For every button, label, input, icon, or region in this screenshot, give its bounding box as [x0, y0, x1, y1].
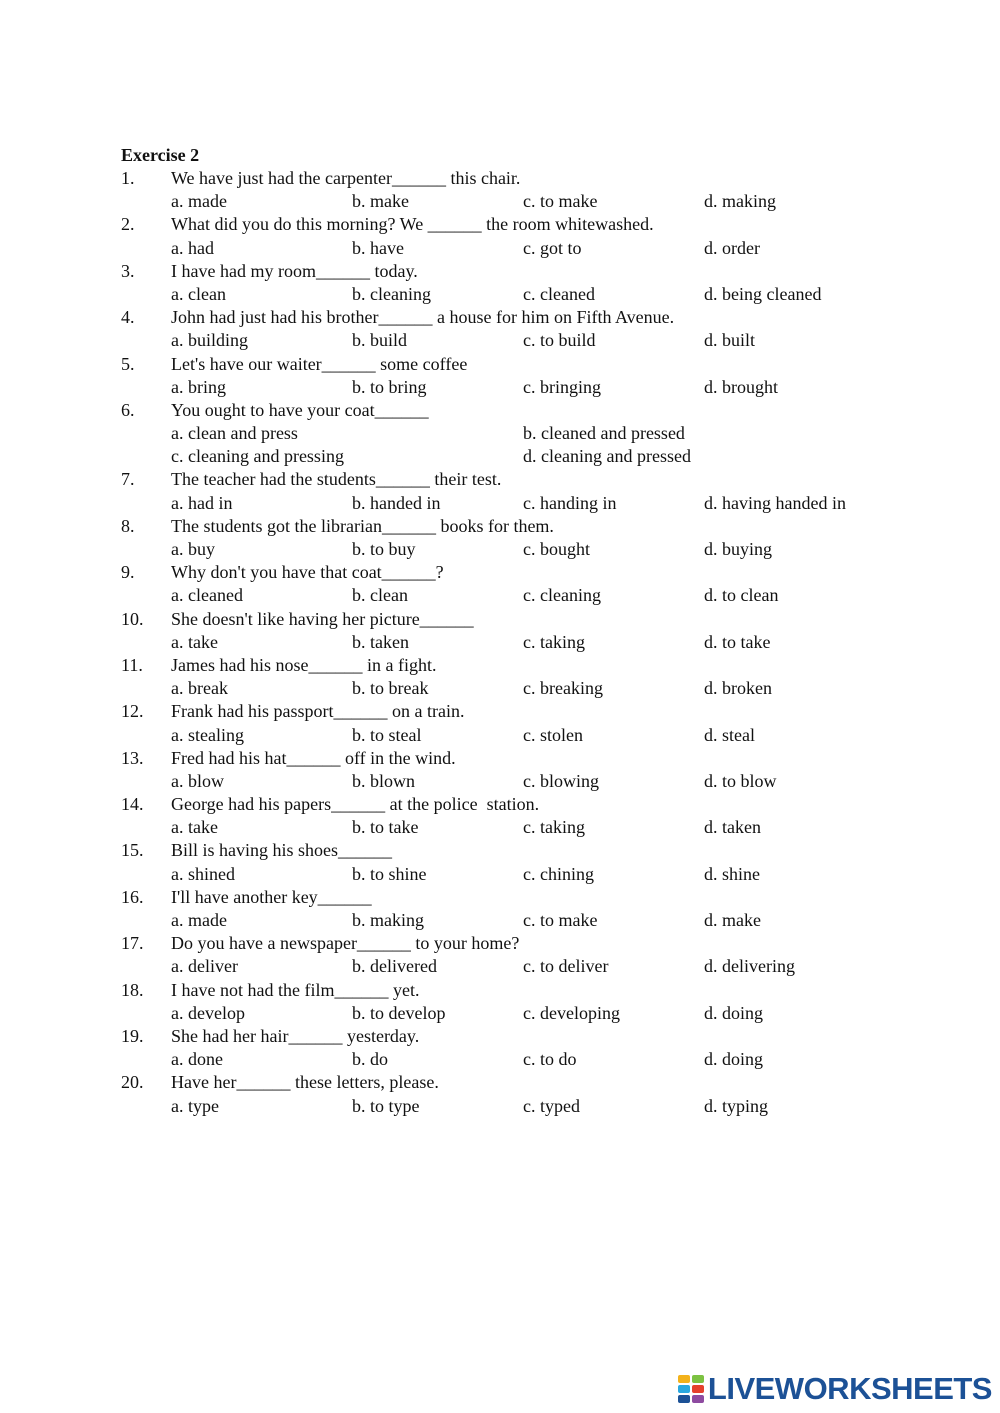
- answer-option: d. broken: [704, 678, 772, 699]
- question-text: Frank had his passport______ on a train.: [171, 701, 465, 722]
- answer-option: d. shine: [704, 863, 760, 884]
- answer-option: a. done: [171, 1049, 223, 1070]
- question-row: [121, 353, 901, 376]
- question-text: We have just had the carpenter______ this chair.: [171, 168, 521, 188]
- question-row: [121, 399, 901, 422]
- logo-tile: [692, 1385, 704, 1393]
- answer-option: a. break: [171, 678, 228, 699]
- answer-option: d. buying: [704, 539, 773, 559]
- answer-option: a. had in: [171, 492, 233, 513]
- options-row: [121, 422, 901, 445]
- question-row: [121, 1071, 901, 1094]
- question-text: She doesn't like having her picture______: [171, 608, 474, 629]
- question-number: 20.: [121, 1072, 144, 1093]
- answer-option: a. clean and press: [171, 423, 298, 444]
- options-row: [121, 724, 901, 747]
- liveworksheets-brand: [678, 1371, 992, 1407]
- question-number: 1.: [121, 168, 135, 188]
- answer-option: a. bring: [171, 376, 226, 397]
- answer-option: c. developing: [523, 1002, 620, 1023]
- answer-option: d. doing: [704, 1002, 764, 1023]
- answer-option: d. delivering: [704, 956, 795, 977]
- answer-option: a. stealing: [171, 724, 244, 745]
- question-number: 2.: [121, 214, 135, 235]
- answer-option: d. order: [704, 237, 760, 258]
- question-text: George had his papers______ at the police station.: [171, 794, 540, 815]
- question-row: [121, 839, 901, 862]
- question-text: The teacher had the students______ their test.: [171, 469, 502, 490]
- options-row: [121, 955, 901, 978]
- options-row: [121, 190, 901, 213]
- answer-option: b. to buy: [352, 539, 416, 559]
- question-number: 14.: [121, 794, 144, 815]
- answer-option: c. stolen: [523, 724, 583, 745]
- question-number: 6.: [121, 399, 135, 420]
- answer-option: c. cleaned: [523, 283, 595, 304]
- question-text: Why don't you have that coat______?: [171, 562, 444, 583]
- question-row: [121, 306, 901, 329]
- answer-option: c. typed: [523, 1095, 580, 1116]
- answer-option: d. make: [704, 910, 761, 930]
- question-number: 16.: [121, 886, 144, 907]
- logo-tile: [678, 1375, 690, 1383]
- logo-tile: [678, 1385, 690, 1393]
- answer-option: b. to type: [352, 1095, 420, 1116]
- question-row: [121, 793, 901, 816]
- question-number: 18.: [121, 979, 144, 1000]
- answer-option: c. bringing: [523, 376, 601, 397]
- question-number: 15.: [121, 840, 144, 861]
- answer-option: a. take: [171, 631, 218, 652]
- question-text: Have her______ these letters, please.: [171, 1072, 439, 1093]
- answer-option: d. brought: [704, 376, 778, 397]
- question-text: She had her hair______ yesterday.: [171, 1025, 420, 1046]
- question-text: Let's have our waiter______ some coffee: [171, 353, 468, 374]
- question-text: John had just had his brother______ a house for him on Fifth Avenue.: [171, 307, 675, 328]
- logo-tile: [678, 1395, 690, 1403]
- answer-option: c. taking: [523, 631, 585, 652]
- answer-option: c. to make: [523, 191, 598, 212]
- answer-option: c. breaking: [523, 678, 603, 699]
- answer-option: c. to deliver: [523, 956, 609, 977]
- question-number: 8.: [121, 515, 135, 536]
- answer-option: c. bought: [523, 539, 590, 559]
- question-text: Fred had his hat______ off in the wind.: [171, 747, 456, 768]
- question-number: 11.: [121, 654, 143, 675]
- question-number: 9.: [121, 562, 135, 583]
- options-row: [121, 584, 901, 607]
- answer-option: d. steal: [704, 724, 755, 745]
- options-row: [121, 283, 901, 306]
- answer-option: b. making: [352, 910, 424, 930]
- answer-option: c. cleaning and pressing: [171, 446, 344, 467]
- answer-option: a. deliver: [171, 956, 238, 977]
- answer-option: b. to develop: [352, 1002, 446, 1023]
- brand-name: LIVEWORKSHEETS: [707, 1371, 992, 1406]
- answer-option: a. clean: [171, 283, 226, 304]
- answer-option: c. got to: [523, 237, 582, 258]
- question-number: 3.: [121, 260, 135, 281]
- answer-option: d. having handed in: [704, 492, 846, 513]
- answer-option: a. buy: [171, 539, 215, 559]
- answer-option: a. building: [171, 330, 248, 351]
- question-row: [121, 213, 901, 236]
- answer-option: d. doing: [704, 1049, 764, 1070]
- answer-option: b. blown: [352, 770, 415, 791]
- question-row: [121, 515, 901, 538]
- answer-option: d. to blow: [704, 770, 777, 791]
- answer-option: d. typing: [704, 1095, 769, 1116]
- answer-option: b. do: [352, 1049, 388, 1070]
- options-row: [121, 376, 901, 399]
- question-row: [121, 608, 901, 631]
- options-row: [121, 237, 901, 260]
- question-number: 12.: [121, 701, 144, 722]
- answer-option: d. to take: [704, 631, 771, 652]
- answer-option: c. blowing: [523, 770, 599, 791]
- question-row: [121, 700, 901, 723]
- question-row: [121, 260, 901, 283]
- options-row: [121, 909, 901, 932]
- options-row: [121, 631, 901, 654]
- question-list: [121, 167, 901, 1118]
- liveworksheets-logo-icon: [678, 1375, 704, 1403]
- answer-option: a. blow: [171, 770, 224, 791]
- answer-option: d. taken: [704, 817, 761, 838]
- options-row: [121, 677, 901, 700]
- answer-option: a. develop: [171, 1002, 245, 1023]
- exercise-title: Exercise 2: [121, 145, 200, 165]
- answer-option: a. had: [171, 237, 214, 258]
- answer-option: b. make: [352, 191, 409, 212]
- answer-option: b. cleaned and pressed: [523, 423, 685, 444]
- options-row: [121, 492, 901, 515]
- answer-option: b. to bring: [352, 376, 427, 397]
- question-text: I have had my room______ today.: [171, 260, 418, 281]
- question-number: 5.: [121, 353, 135, 374]
- answer-option: c. taking: [523, 817, 585, 838]
- answer-option: d. being cleaned: [704, 283, 822, 304]
- options-row: [121, 816, 901, 839]
- question-row: [121, 979, 901, 1002]
- answer-option: b. handed in: [352, 492, 441, 513]
- answer-option: c. handing in: [523, 492, 617, 513]
- options-row: [121, 329, 901, 352]
- answer-option: a. made: [171, 191, 227, 212]
- options-row: [121, 1095, 901, 1118]
- options-row: [121, 1002, 901, 1025]
- answer-option: b. clean: [352, 585, 408, 606]
- question-number: 10.: [121, 608, 144, 629]
- options-row: [121, 445, 901, 468]
- question-number: 13.: [121, 747, 144, 768]
- answer-option: a. made: [171, 910, 227, 930]
- question-text: Bill is having his shoes______: [171, 840, 393, 861]
- answer-option: c. to make: [523, 910, 598, 930]
- question-row: [121, 468, 901, 491]
- question-text: The students got the librarian______ books for them.: [171, 515, 554, 536]
- question-number: 7.: [121, 469, 135, 490]
- answer-option: b. build: [352, 330, 408, 351]
- answer-option: c. cleaning: [523, 585, 601, 606]
- answer-option: d. built: [704, 330, 756, 351]
- question-row: [121, 654, 901, 677]
- answer-option: d. making: [704, 191, 776, 212]
- options-row: [121, 538, 901, 561]
- answer-option: c. chining: [523, 863, 594, 884]
- question-text: Do you have a newspaper______ to your home?: [171, 933, 520, 954]
- answer-option: b. to steal: [352, 724, 422, 745]
- logo-tile: [692, 1395, 704, 1403]
- question-row: [121, 932, 901, 955]
- question-row: [121, 747, 901, 770]
- question-number: 19.: [121, 1025, 144, 1046]
- answer-option: a. cleaned: [171, 585, 243, 606]
- logo-tile: [692, 1375, 704, 1383]
- question-text: I have not had the film______ yet.: [171, 979, 420, 1000]
- answer-option: a. shined: [171, 863, 235, 884]
- answer-option: b. cleaning: [352, 283, 431, 304]
- question-text: What did you do this morning? We ______ the room whitewashed.: [171, 214, 654, 235]
- question-row: [121, 561, 901, 584]
- answer-option: c. to do: [523, 1049, 577, 1070]
- question-number: 4.: [121, 307, 135, 328]
- answer-option: b. to shine: [352, 863, 427, 884]
- answer-option: a. take: [171, 817, 218, 838]
- answer-option: b. to take: [352, 817, 419, 838]
- answer-option: d. to clean: [704, 585, 779, 606]
- options-row: [121, 1048, 901, 1071]
- question-text: You ought to have your coat______: [171, 399, 429, 420]
- question-row: [121, 167, 901, 190]
- question-row: [121, 1025, 901, 1048]
- question-row: [121, 886, 901, 909]
- answer-option: c. to build: [523, 330, 596, 351]
- worksheet: [121, 144, 901, 1118]
- options-row: [121, 863, 901, 886]
- question-text: I'll have another key______: [171, 886, 372, 907]
- answer-option: b. delivered: [352, 956, 437, 977]
- answer-option: d. cleaning and pressed: [523, 446, 691, 467]
- answer-option: b. taken: [352, 631, 409, 652]
- answer-option: b. have: [352, 237, 404, 258]
- options-row: [121, 770, 901, 793]
- answer-option: b. to break: [352, 678, 429, 699]
- answer-option: a. type: [171, 1095, 219, 1116]
- question-text: James had his nose______ in a fight.: [171, 654, 437, 675]
- question-number: 17.: [121, 933, 144, 954]
